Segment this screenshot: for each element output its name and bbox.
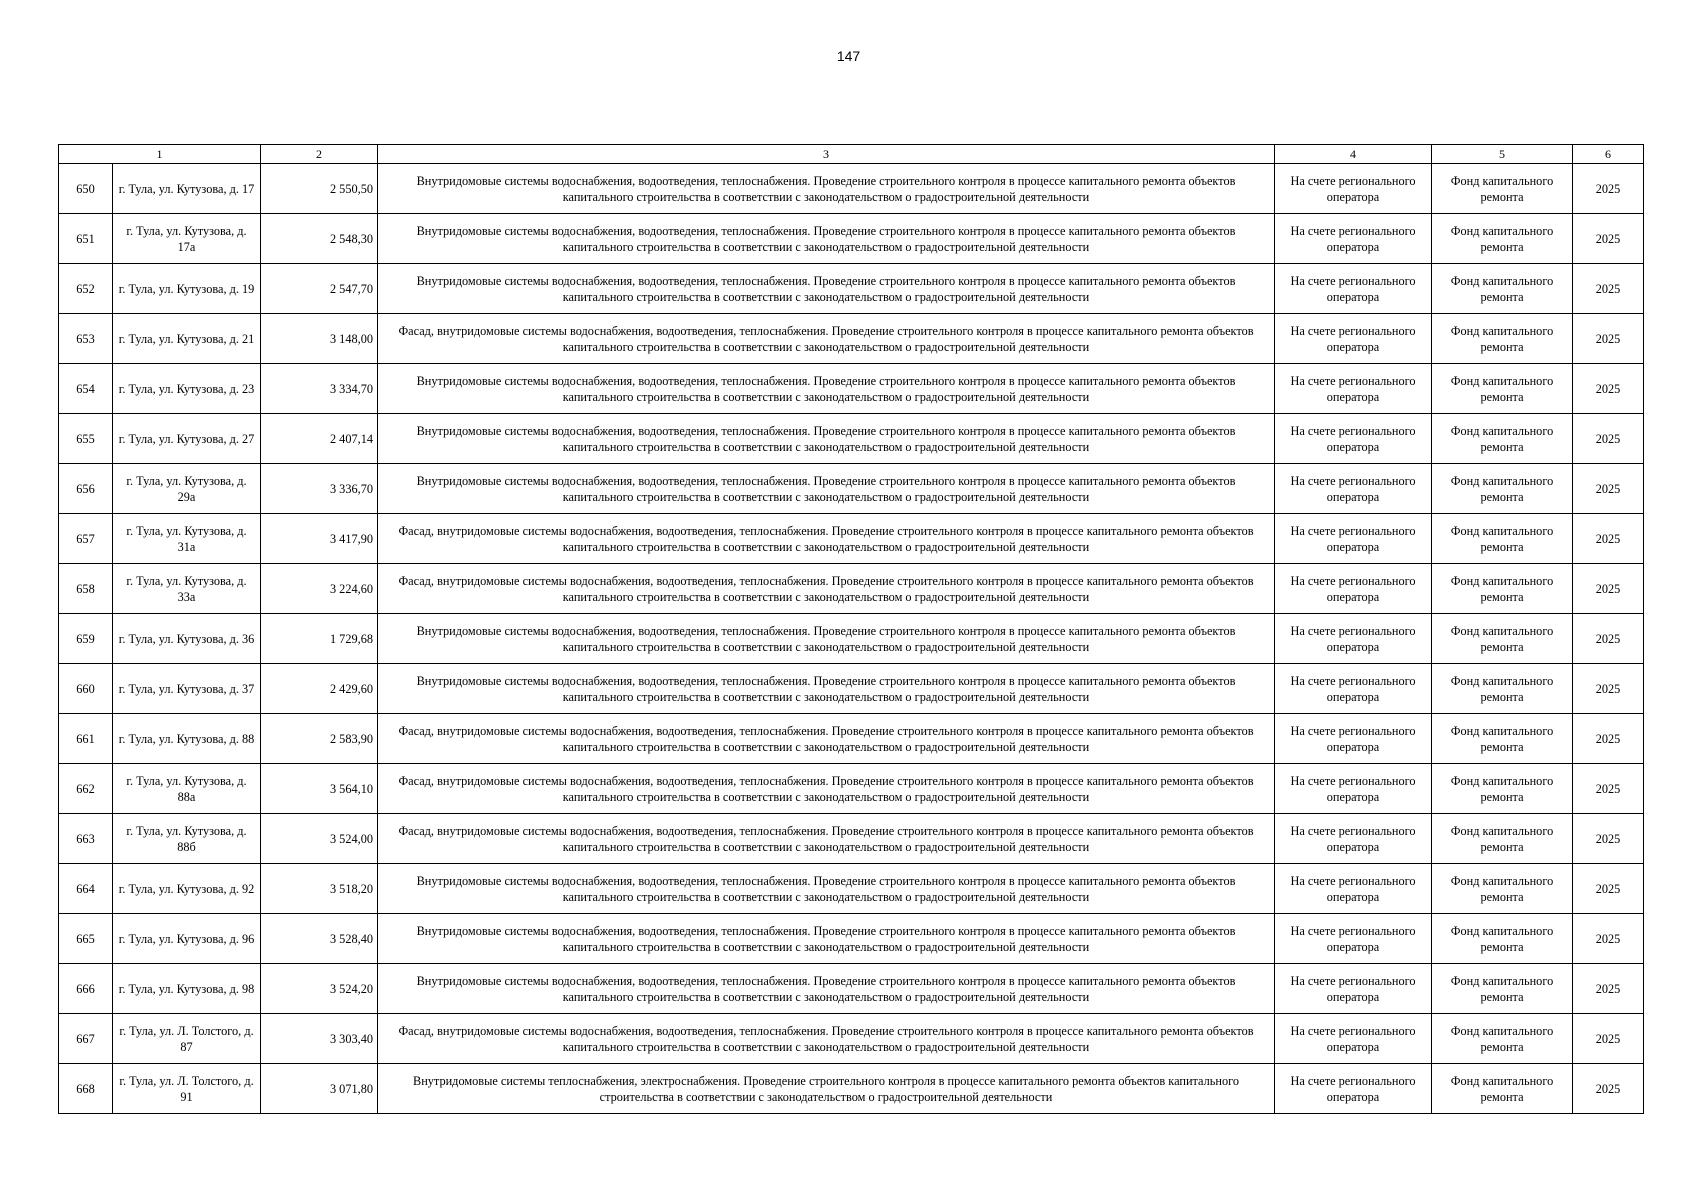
address-cell: г. Тула, ул. Кутузова, д. 98 — [113, 964, 261, 1014]
year-cell: 2025 — [1573, 964, 1644, 1014]
row-number: 655 — [59, 414, 113, 464]
funding-source-cell: Фонд капитального ремонта — [1432, 364, 1573, 414]
row-number: 660 — [59, 664, 113, 714]
address-cell: г. Тула, ул. Кутузова, д. 17а — [113, 214, 261, 264]
registry-table — [58, 144, 1644, 1114]
address-cell: г. Тула, ул. Кутузова, д. 17 — [113, 164, 261, 214]
row-number: 662 — [59, 764, 113, 814]
row-number: 654 — [59, 364, 113, 414]
page-number: 147 — [836, 48, 861, 64]
header-cell-3: 3 — [378, 145, 1275, 164]
year-cell: 2025 — [1573, 514, 1644, 564]
funding-source-cell: Фонд капитального ремонта — [1432, 914, 1573, 964]
row-number: 650 — [59, 164, 113, 214]
year-cell: 2025 — [1573, 1064, 1644, 1114]
funding-source-cell: Фонд капитального ремонта — [1432, 1014, 1573, 1064]
address-cell: г. Тула, ул. Кутузова, д. 31а — [113, 514, 261, 564]
works-cell: Внутридомовые системы водоснабжения, водоотведения, теплоснабжения. Проведение строительного контроля в процессе капитального ремонта объектов капитального строительства в соответствии с законодательством о градостроительной деятельности — [378, 164, 1275, 214]
account-cell: На счете регионального оператора — [1275, 864, 1432, 914]
funding-source-cell: Фонд капитального ремонта — [1432, 814, 1573, 864]
year-cell: 2025 — [1573, 564, 1644, 614]
works-cell: Фасад, внутридомовые системы водоснабжения, водоотведения, теплоснабжения. Проведение строительного контроля в процессе капитального ремонта объектов капитального строительства в соответствии с законодательством о градостроительной деятельности — [378, 564, 1275, 614]
works-cell: Внутридомовые системы водоснабжения, водоотведения, теплоснабжения. Проведение строительного контроля в процессе капитального ремонта объектов капитального строительства в соответствии с законодательством о градостроительной деятельности — [378, 414, 1275, 464]
cost-cell: 2 583,90 — [261, 714, 378, 764]
header-cell-2: 2 — [261, 145, 378, 164]
table-row — [59, 564, 1644, 614]
table-row — [59, 264, 1644, 314]
address-cell: г. Тула, ул. Кутузова, д. 19 — [113, 264, 261, 314]
account-cell: На счете регионального оператора — [1275, 914, 1432, 964]
table-row — [59, 364, 1644, 414]
year-cell: 2025 — [1573, 664, 1644, 714]
cost-cell: 3 334,70 — [261, 364, 378, 414]
row-number: 652 — [59, 264, 113, 314]
row-number: 664 — [59, 864, 113, 914]
header-cell-6: 6 — [1573, 145, 1644, 164]
account-cell: На счете регионального оператора — [1275, 514, 1432, 564]
works-cell: Внутридомовые системы водоснабжения, водоотведения, теплоснабжения. Проведение строительного контроля в процессе капитального ремонта объектов капитального строительства в соответствии с законодательством о градостроительной деятельности — [378, 614, 1275, 664]
table-row — [59, 614, 1644, 664]
works-cell: Внутридомовые системы водоснабжения, водоотведения, теплоснабжения. Проведение строительного контроля в процессе капитального ремонта объектов капитального строительства в соответствии с законодательством о градостроительной деятельности — [378, 664, 1275, 714]
account-cell: На счете регионального оператора — [1275, 714, 1432, 764]
cost-cell: 2 407,14 — [261, 414, 378, 464]
table-row — [59, 764, 1644, 814]
row-number: 656 — [59, 464, 113, 514]
cost-cell: 3 303,40 — [261, 1014, 378, 1064]
address-cell: г. Тула, ул. Кутузова, д. 36 — [113, 614, 261, 664]
address-cell: г. Тула, ул. Л. Толстого, д. 91 — [113, 1064, 261, 1114]
address-cell: г. Тула, ул. Л. Толстого, д. 87 — [113, 1014, 261, 1064]
funding-source-cell: Фонд капитального ремонта — [1432, 714, 1573, 764]
address-cell: г. Тула, ул. Кутузова, д. 92 — [113, 864, 261, 914]
row-number: 659 — [59, 614, 113, 664]
cost-cell: 1 729,68 — [261, 614, 378, 664]
address-cell: г. Тула, ул. Кутузова, д. 29а — [113, 464, 261, 514]
account-cell: На счете регионального оператора — [1275, 264, 1432, 314]
cost-cell: 2 547,70 — [261, 264, 378, 314]
table-row — [59, 864, 1644, 914]
works-cell: Внутридомовые системы теплоснабжения, электроснабжения. Проведение строительного контроля в процессе капитального ремонта объектов капитального строительства в соответствии с законодательством о градостроительной деятельности — [378, 1064, 1275, 1114]
cost-cell: 3 518,20 — [261, 864, 378, 914]
table-row — [59, 414, 1644, 464]
funding-source-cell: Фонд капитального ремонта — [1432, 264, 1573, 314]
cost-cell: 2 429,60 — [261, 664, 378, 714]
table-row — [59, 164, 1644, 214]
works-cell: Внутридомовые системы водоснабжения, водоотведения, теплоснабжения. Проведение строительного контроля в процессе капитального ремонта объектов капитального строительства в соответствии с законодательством о градостроительной деятельности — [378, 964, 1275, 1014]
account-cell: На счете регионального оператора — [1275, 964, 1432, 1014]
funding-source-cell: Фонд капитального ремонта — [1432, 664, 1573, 714]
account-cell: На счете регионального оператора — [1275, 564, 1432, 614]
table-body — [59, 164, 1644, 1114]
year-cell: 2025 — [1573, 914, 1644, 964]
funding-source-cell: Фонд капитального ремонта — [1432, 164, 1573, 214]
works-cell: Внутридомовые системы водоснабжения, водоотведения, теплоснабжения. Проведение строительного контроля в процессе капитального ремонта объектов капитального строительства в соответствии с законодательством о градостроительной деятельности — [378, 464, 1275, 514]
account-cell: На счете регионального оператора — [1275, 464, 1432, 514]
row-number: 668 — [59, 1064, 113, 1114]
row-number: 661 — [59, 714, 113, 764]
funding-source-cell: Фонд капитального ремонта — [1432, 414, 1573, 464]
header-cell-5: 5 — [1432, 145, 1573, 164]
cost-cell: 3 564,10 — [261, 764, 378, 814]
table-row — [59, 314, 1644, 364]
address-cell: г. Тула, ул. Кутузова, д. 27 — [113, 414, 261, 464]
header-cell-4: 4 — [1275, 145, 1432, 164]
works-cell: Внутридомовые системы водоснабжения, водоотведения, теплоснабжения. Проведение строительного контроля в процессе капитального ремонта объектов капитального строительства в соответствии с законодательством о градостроительной деятельности — [378, 914, 1275, 964]
table-row — [59, 664, 1644, 714]
works-cell: Фасад, внутридомовые системы водоснабжения, водоотведения, теплоснабжения. Проведение строительного контроля в процессе капитального ремонта объектов капитального строительства в соответствии с законодательством о градостроительной деятельности — [378, 314, 1275, 364]
works-cell: Фасад, внутридомовые системы водоснабжения, водоотведения, теплоснабжения. Проведение строительного контроля в процессе капитального ремонта объектов капитального строительства в соответствии с законодательством о градостроительной деятельности — [378, 764, 1275, 814]
year-cell: 2025 — [1573, 814, 1644, 864]
cost-cell: 3 224,60 — [261, 564, 378, 614]
table-row — [59, 1014, 1644, 1064]
year-cell: 2025 — [1573, 714, 1644, 764]
row-number: 658 — [59, 564, 113, 614]
cost-cell: 3 524,00 — [261, 814, 378, 864]
table-row — [59, 514, 1644, 564]
row-number: 667 — [59, 1014, 113, 1064]
cost-cell: 2 550,50 — [261, 164, 378, 214]
account-cell: На счете регионального оператора — [1275, 214, 1432, 264]
table-row — [59, 1064, 1644, 1114]
year-cell: 2025 — [1573, 364, 1644, 414]
account-cell: На счете регионального оператора — [1275, 414, 1432, 464]
address-cell: г. Тула, ул. Кутузова, д. 23 — [113, 364, 261, 414]
funding-source-cell: Фонд капитального ремонта — [1432, 864, 1573, 914]
cost-cell: 3 071,80 — [261, 1064, 378, 1114]
funding-source-cell: Фонд капитального ремонта — [1432, 614, 1573, 664]
address-cell: г. Тула, ул. Кутузова, д. 33а — [113, 564, 261, 614]
cost-cell: 3 148,00 — [261, 314, 378, 364]
header-cell-1: 1 — [59, 145, 261, 164]
works-cell: Внутридомовые системы водоснабжения, водоотведения, теплоснабжения. Проведение строительного контроля в процессе капитального ремонта объектов капитального строительства в соответствии с законодательством о градостроительной деятельности — [378, 864, 1275, 914]
works-cell: Фасад, внутридомовые системы водоснабжения, водоотведения, теплоснабжения. Проведение строительного контроля в процессе капитального ремонта объектов капитального строительства в соответствии с законодательством о градостроительной деятельности — [378, 514, 1275, 564]
address-cell: г. Тула, ул. Кутузова, д. 21 — [113, 314, 261, 364]
funding-source-cell: Фонд капитального ремонта — [1432, 564, 1573, 614]
row-number: 666 — [59, 964, 113, 1014]
address-cell: г. Тула, ул. Кутузова, д. 88 — [113, 714, 261, 764]
row-number: 663 — [59, 814, 113, 864]
table-row — [59, 714, 1644, 764]
works-cell: Внутридомовые системы водоснабжения, водоотведения, теплоснабжения. Проведение строительного контроля в процессе капитального ремонта объектов капитального строительства в соответствии с законодательством о градостроительной деятельности — [378, 214, 1275, 264]
funding-source-cell: Фонд капитального ремонта — [1432, 514, 1573, 564]
works-cell: Внутридомовые системы водоснабжения, водоотведения, теплоснабжения. Проведение строительного контроля в процессе капитального ремонта объектов капитального строительства в соответствии с законодательством о градостроительной деятельности — [378, 364, 1275, 414]
header-row — [59, 145, 1644, 164]
cost-cell: 3 417,90 — [261, 514, 378, 564]
cost-cell: 3 336,70 — [261, 464, 378, 514]
account-cell: На счете регионального оператора — [1275, 814, 1432, 864]
account-cell: На счете регионального оператора — [1275, 1014, 1432, 1064]
account-cell: На счете регионального оператора — [1275, 164, 1432, 214]
address-cell: г. Тула, ул. Кутузова, д. 96 — [113, 914, 261, 964]
funding-source-cell: Фонд капитального ремонта — [1432, 964, 1573, 1014]
row-number: 651 — [59, 214, 113, 264]
table-row — [59, 914, 1644, 964]
account-cell: На счете регионального оператора — [1275, 364, 1432, 414]
row-number: 653 — [59, 314, 113, 364]
works-cell: Фасад, внутридомовые системы водоснабжения, водоотведения, теплоснабжения. Проведение строительного контроля в процессе капитального ремонта объектов капитального строительства в соответствии с законодательством о градостроительной деятельности — [378, 814, 1275, 864]
year-cell: 2025 — [1573, 214, 1644, 264]
table-row — [59, 814, 1644, 864]
account-cell: На счете регионального оператора — [1275, 1064, 1432, 1114]
funding-source-cell: Фонд капитального ремонта — [1432, 314, 1573, 364]
year-cell: 2025 — [1573, 614, 1644, 664]
row-number: 657 — [59, 514, 113, 564]
works-cell: Внутридомовые системы водоснабжения, водоотведения, теплоснабжения. Проведение строительного контроля в процессе капитального ремонта объектов капитального строительства в соответствии с законодательством о градостроительной деятельности — [378, 264, 1275, 314]
funding-source-cell: Фонд капитального ремонта — [1432, 464, 1573, 514]
account-cell: На счете регионального оператора — [1275, 614, 1432, 664]
table-header — [59, 145, 1644, 164]
account-cell: На счете регионального оператора — [1275, 764, 1432, 814]
funding-source-cell: Фонд капитального ремонта — [1432, 1064, 1573, 1114]
account-cell: На счете регионального оператора — [1275, 664, 1432, 714]
year-cell: 2025 — [1573, 414, 1644, 464]
address-cell: г. Тула, ул. Кутузова, д. 88б — [113, 814, 261, 864]
year-cell: 2025 — [1573, 164, 1644, 214]
table-row — [59, 214, 1644, 264]
year-cell: 2025 — [1573, 314, 1644, 364]
cost-cell: 3 524,20 — [261, 964, 378, 1014]
cost-cell: 2 548,30 — [261, 214, 378, 264]
address-cell: г. Тула, ул. Кутузова, д. 88а — [113, 764, 261, 814]
funding-source-cell: Фонд капитального ремонта — [1432, 764, 1573, 814]
year-cell: 2025 — [1573, 864, 1644, 914]
year-cell: 2025 — [1573, 464, 1644, 514]
year-cell: 2025 — [1573, 764, 1644, 814]
table-row — [59, 464, 1644, 514]
year-cell: 2025 — [1573, 1014, 1644, 1064]
cost-cell: 3 528,40 — [261, 914, 378, 964]
works-cell: Фасад, внутридомовые системы водоснабжения, водоотведения, теплоснабжения. Проведение строительного контроля в процессе капитального ремонта объектов капитального строительства в соответствии с законодательством о градостроительной деятельности — [378, 1014, 1275, 1064]
address-cell: г. Тула, ул. Кутузова, д. 37 — [113, 664, 261, 714]
table-row — [59, 964, 1644, 1014]
works-cell: Фасад, внутридомовые системы водоснабжения, водоотведения, теплоснабжения. Проведение строительного контроля в процессе капитального ремонта объектов капитального строительства в соответствии с законодательством о градостроительной деятельности — [378, 714, 1275, 764]
account-cell: На счете регионального оператора — [1275, 314, 1432, 364]
row-number: 665 — [59, 914, 113, 964]
funding-source-cell: Фонд капитального ремонта — [1432, 214, 1573, 264]
year-cell: 2025 — [1573, 264, 1644, 314]
